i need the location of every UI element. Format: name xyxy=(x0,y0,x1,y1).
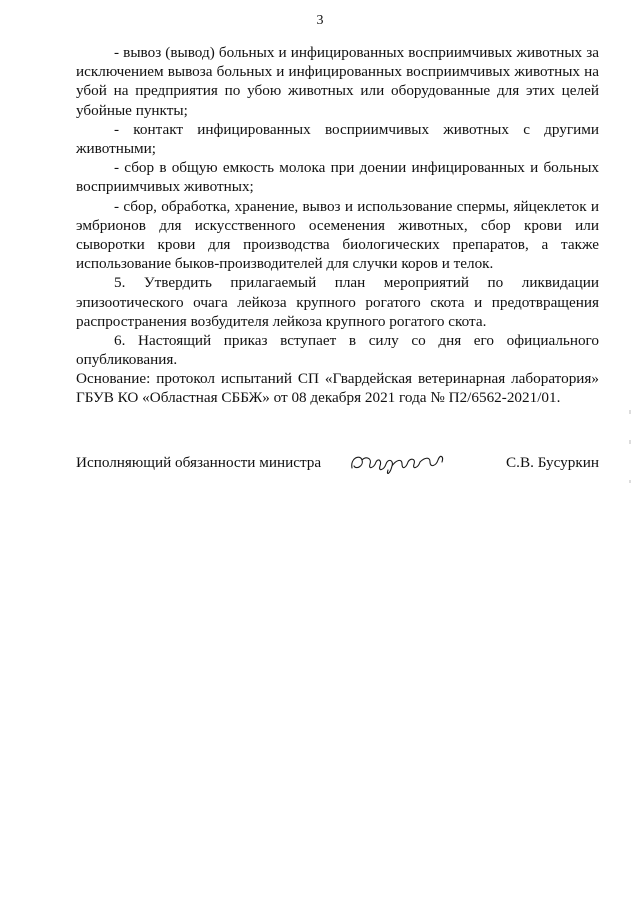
margin-scan-marks xyxy=(626,400,634,520)
signatory-position: Исполняющий обязанности министра xyxy=(76,454,322,471)
basis-text: Основание: протокол испытаний СП «Гвардейская ветеринарная лаборатория» ГБУВ КО «Областная СББЖ» от 08 декабря 2021 года № П2/6562-2021/01. xyxy=(76,370,599,407)
handwritten-signature xyxy=(346,448,456,478)
page-number: 3 xyxy=(316,13,324,28)
document-body xyxy=(76,43,599,369)
paragraph-milk-collection: - сбор в общую емкость молока при доении инфицированных и больных восприимчивых животных; xyxy=(76,159,599,196)
signature-block xyxy=(76,448,599,478)
paragraph-item-5: 5. Утвердить прилагаемый план мероприятий по ликвидации эпизоотического очага лейкоза крупного рогатого скота и предотвращения распространения возбудителя лейкоза крупного рогатого скота. xyxy=(76,274,599,330)
basis-section xyxy=(76,369,599,407)
paragraph-item-6: 6. Настоящий приказ вступает в силу со дня его официального опубликования. xyxy=(76,332,599,369)
paragraph-removal-of-animals: - вывоз (вывод) больных и инфицированных восприимчивых животных за исключением вывоза больных и инфицированных восприимчивых животных на убой на предприятия по убою животных или оборудованные для этих целей убойные пункты; xyxy=(76,44,599,119)
paragraph-sperm-collection: - сбор, обработка, хранение, вывоз и использование спермы, яйцеклеток и эмбрионов для искусственного осеменения животных, сбор крови или сыворотки крови для производства биологических препаратов, а также использование быков-производителей для случки коров и телок. xyxy=(76,197,599,273)
signatory-name: С.В. Бусуркин xyxy=(506,454,599,471)
paragraph-contact-ban: - контакт инфицированных восприимчивых животных с другими животными; xyxy=(76,120,599,158)
